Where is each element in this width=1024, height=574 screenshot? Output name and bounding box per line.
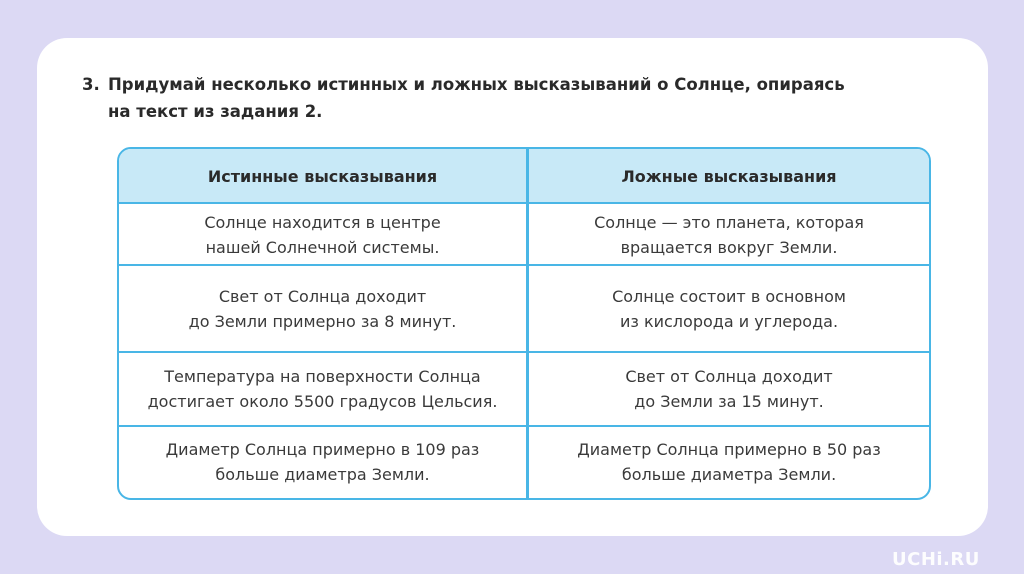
table-cell-true-2 xyxy=(119,266,526,351)
task-text-line-1: Придумай несколько истинных и ложных высказываний о Солнце, опираясь xyxy=(108,75,845,94)
cell-line: Солнце состоит в основном xyxy=(612,286,846,306)
cell-line: Свет от Солнца доходит xyxy=(218,286,427,306)
cell-line: Диаметр Солнца примерно в 50 раз xyxy=(577,440,881,459)
header-true-statements: Истинные высказывания xyxy=(207,167,438,186)
cell-line: нашей Солнечной системы. xyxy=(205,237,440,257)
table-cell-true-3 xyxy=(119,353,526,425)
cell-line: вращается вокруг Земли. xyxy=(620,237,838,257)
table-cell-false-3 xyxy=(529,353,929,425)
cell-line: до Земли за 15 минут. xyxy=(634,392,824,411)
cell-line: больше диаметра Земли. xyxy=(215,465,430,484)
header-false-statements: Ложные высказывания xyxy=(621,167,837,186)
table-cell-true-1 xyxy=(119,205,526,264)
cell-line: из кислорода и углерода. xyxy=(619,311,839,331)
statements-table xyxy=(117,147,931,500)
cell-line: Диаметр Солнца примерно в 109 раз xyxy=(165,440,480,459)
cell-line: Солнце — это планета, которая xyxy=(594,212,864,232)
cell-line: Солнце находится в центре xyxy=(204,212,441,232)
table-cell-true-4 xyxy=(119,427,526,497)
cell-line: больше диаметра Земли. xyxy=(621,465,837,484)
cell-line: Температура на поверхности Солнца xyxy=(164,367,481,386)
table-cell-false-4 xyxy=(529,427,929,497)
cell-line: до Земли примерно за 8 минут. xyxy=(188,311,457,331)
task-number: 3. xyxy=(82,75,100,94)
cell-line: Свет от Солнца доходит xyxy=(625,367,833,386)
site-watermark-logo: UCHi.RU xyxy=(892,549,980,570)
task-text-line-2: на текст из задания 2. xyxy=(108,102,323,121)
table-cell-false-1 xyxy=(529,205,929,264)
cell-line: достигает около 5500 градусов Цельсия. xyxy=(147,392,498,411)
table-cell-false-2 xyxy=(529,266,929,351)
